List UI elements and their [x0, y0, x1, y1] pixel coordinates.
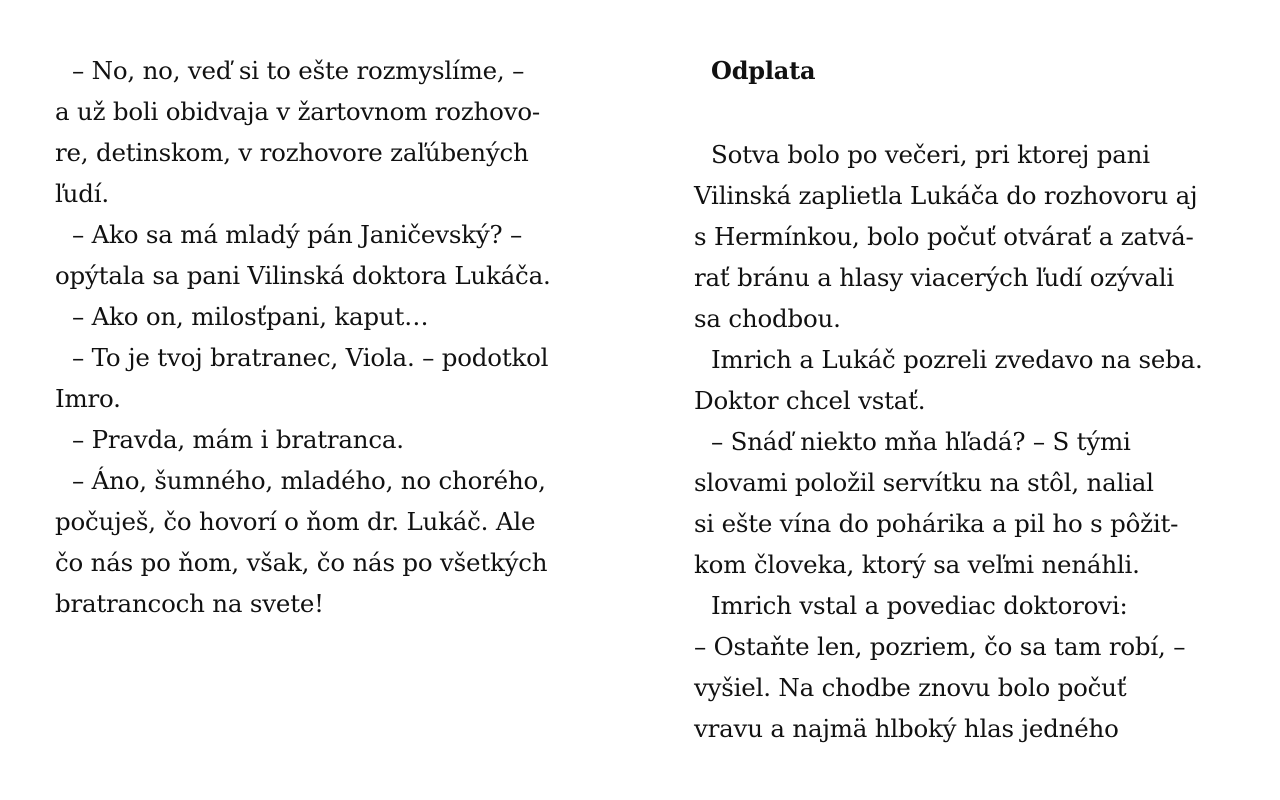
chapter-title: Odplata — [711, 56, 816, 85]
text-line: Sotva bolo po večeri, pri ktorej pani — [711, 140, 1150, 169]
text-line: Imrich vstal a povediac doktorovi: — [711, 591, 1128, 620]
text-line: sa chodbou. — [694, 304, 841, 333]
text-line: – Ako sa má mladý pán Janičevský? – — [72, 220, 523, 249]
text-line: ľudí. — [55, 179, 109, 208]
text-line: kom človeka, ktorý sa veľmi nenáhli. — [694, 550, 1140, 579]
text-line: – Ako on, milosťpani, kaput… — [72, 302, 429, 331]
text-line: si ešte vína do pohárika a pil ho s pôžit- — [694, 509, 1179, 538]
text-line: – Ostaňte len, pozriem, čo sa tam robí, – — [694, 632, 1186, 661]
text-line: vravu a najmä hlboký hlas jedného — [694, 714, 1119, 743]
text-line: – Snáď niekto mňa hľadá? – S tými — [711, 427, 1131, 456]
text-line: rať bránu a hlasy viacerých ľudí ozývali — [694, 263, 1175, 292]
text-line: Vilinská zaplietla Lukáča do rozhovoru aj — [694, 181, 1198, 210]
text-line: – Pravda, mám i bratranca. — [72, 425, 404, 454]
text-line: čo nás po ňom, však, čo nás po všetkých — [55, 548, 548, 577]
text-line: a už boli obidvaja v žartovnom rozhovo- — [55, 97, 540, 126]
text-line: Imro. — [55, 384, 121, 413]
text-line: opýtala sa pani Vilinská doktora Lukáča. — [55, 261, 551, 290]
right-page — [640, 0, 1280, 800]
text-line: bratrancoch na svete! — [55, 589, 324, 618]
text-line: slovami položil servítku na stôl, nalial — [694, 468, 1154, 497]
text-line: – To je tvoj bratranec, Viola. – podotkol — [72, 343, 549, 372]
text-line: – No, no, veď si to ešte rozmyslíme, – — [72, 56, 525, 85]
text-line: – Áno, šumného, mladého, no chorého, — [72, 466, 546, 495]
text-line: Imrich a Lukáč pozreli zvedavo na seba. — [711, 345, 1203, 374]
text-line: s Hermínkou, bolo počuť otvárať a zatvá- — [694, 222, 1194, 251]
text-line: Doktor chcel vstať. — [694, 386, 926, 415]
text-line: re, detinskom, v rozhovore zaľúbených — [55, 138, 529, 167]
text-line: vyšiel. Na chodbe znovu bolo počuť — [694, 673, 1127, 702]
text-line: počuješ, čo hovorí o ňom dr. Lukáč. Ale — [55, 507, 536, 536]
